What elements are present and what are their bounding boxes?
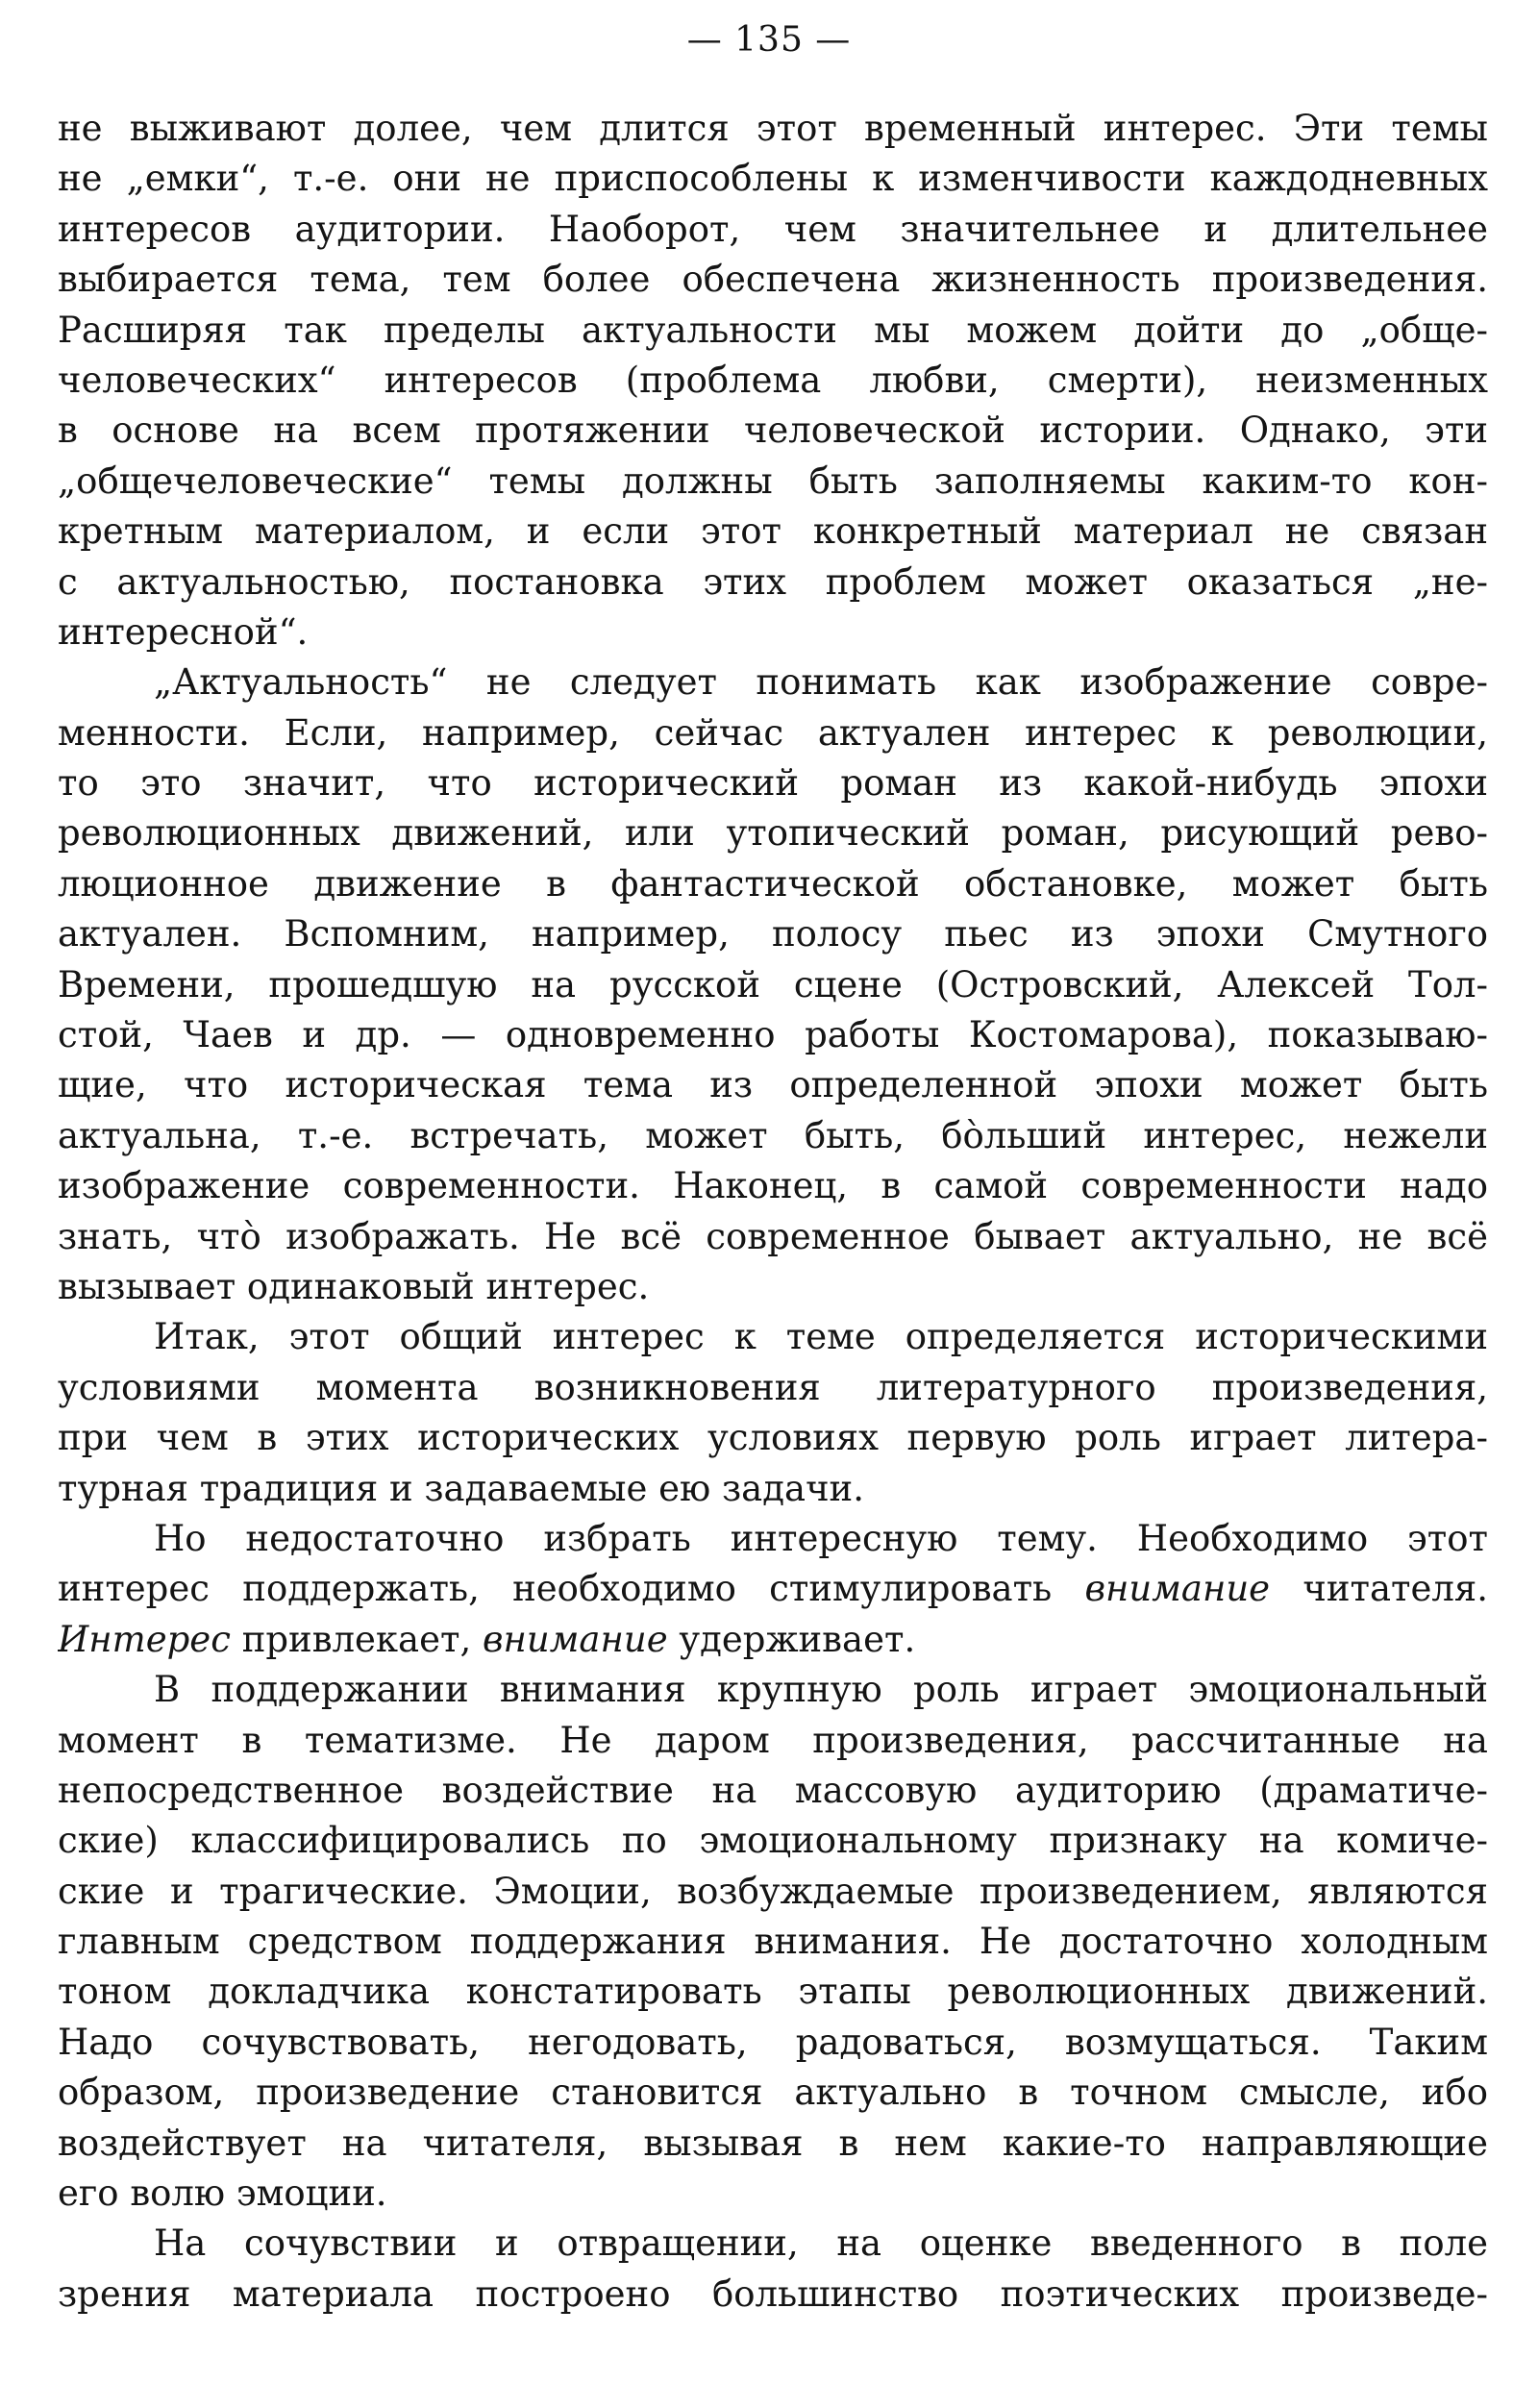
text-line: воздействует на читателя, вызывая в нем какие-то направляющие (58, 2122, 1488, 2164)
text-line: не выживают долее, чем длится этот временный интерес. Эти темы (58, 108, 1488, 149)
text-line: Надо сочувствовать, негодовать, радоваться, возмущаться. Таким (58, 2021, 1488, 2063)
text-line: стой, Чаев и др. — одновременно работы Костомарова), показываю- (58, 1014, 1488, 1056)
text-line: люционное движение в фантастической обстановке, может быть (58, 862, 1488, 905)
text-line: интересной“. (58, 610, 309, 653)
text-line: не „емки“, т.-е. они не приспособлены к изменчивости каждодневных (58, 158, 1488, 200)
emphasized-word: внимание (483, 1618, 668, 1660)
text-line: человеческих“ интересов (проблема любви, смерти), неизменных (58, 359, 1488, 401)
text-line: ские) классифицировались по эмоциональному признаку на комиче- (58, 1820, 1488, 1862)
text-line: В поддержании внимания крупную роль играет эмоциональный (154, 1669, 1488, 1711)
page-number: — 135 — (686, 20, 852, 60)
emphasized-word: внимание (1084, 1568, 1271, 1610)
text-line: щие, что историческая тема из определенной эпохи может быть (58, 1064, 1488, 1106)
text-line: „общечеловеческие“ темы должны быть заполняемы каким-то кон- (58, 459, 1488, 502)
text-line: Времени, прошедшую на русской сцене (Островский, Алексей Тол- (58, 963, 1488, 1005)
text-line: Но недостаточно избрать интересную тему. Необходимо этот (154, 1517, 1488, 1559)
text-line: На сочувствии и отвращении, на оценке введенного в поле (154, 2222, 1488, 2265)
text-line: образом, произведение становится актуально в точном смысле, ибо (58, 2072, 1488, 2114)
text-line: актуален. Вспомним, например, полосу пьес из эпохи Смутного (58, 913, 1488, 956)
text-line: зрения материала построено большинство поэтических произведе- (58, 2272, 1488, 2315)
emphasized-word: Интерес (58, 1618, 231, 1660)
text-line: знать, что̀ изображать. Не всё современное бывает актуально, не всё (58, 1215, 1488, 1257)
text-body (58, 104, 1488, 2320)
text-line: Интерес привлекает, внимание удерживает. (58, 1618, 916, 1660)
text-line: непосредственное воздействие на массовую аудиторию (драматиче- (58, 1769, 1488, 1811)
text-line: то это значит, что исторический роман из какой-нибудь эпохи (58, 762, 1488, 805)
text-line: его волю эмоции. (58, 2172, 387, 2215)
text-line: с актуальностью, постановка этих проблем может оказаться „не- (58, 560, 1488, 603)
text-line: вызывает одинаковый интерес. (58, 1265, 650, 1307)
text-line: менности. Если, например, сейчас актуален интерес к революции, (58, 711, 1488, 754)
text-line: Итак, этот общий интерес к теме определяется историческими (154, 1316, 1488, 1358)
text-line: кретным материалом, и если этот конкретный материал не связан (58, 510, 1488, 553)
text-line: турная традиция и задаваемые ею задачи. (58, 1467, 864, 1509)
text-line: тоном докладчика констатировать этапы революционных движений. (58, 1971, 1488, 2013)
text-line: условиями момента возникновения литературного произведения, (58, 1366, 1488, 1408)
text-line: „Актуальность“ не следует понимать как изображение совре- (154, 661, 1488, 704)
text-line: интересов аудитории. Наоборот, чем значительнее и длительнее (58, 208, 1488, 250)
text-line: актуальна, т.-е. встречать, может быть, бо̀льший интерес, нежели (58, 1114, 1488, 1156)
text-line: интерес поддержать, необходимо стимулировать внимание читателя. (58, 1568, 1488, 1610)
text-line: революционных движений, или утопический роман, рисующий рево- (58, 812, 1488, 855)
text-line: в основе на всем протяжении человеческой истории. Однако, эти (58, 410, 1488, 452)
text-line: главным средством поддержания внимания. Не достаточно холодным (58, 1921, 1488, 1963)
text-line: Расширяя так пределы актуальности мы можем дойти до „обще- (58, 309, 1488, 351)
text-line: момент в тематизме. Не даром произведения, рассчитанные на (58, 1719, 1488, 1761)
text-line: изображение современности. Наконец, в самой современности надо (58, 1165, 1488, 1207)
text-line: ские и трагические. Эмоции, возбуждаемые произведением, являются (58, 1870, 1488, 1912)
text-line: выбирается тема, тем более обеспечена жизненность произведения. (58, 259, 1488, 301)
text-line: при чем в этих исторических условиях первую роль играет литера- (58, 1417, 1488, 1459)
